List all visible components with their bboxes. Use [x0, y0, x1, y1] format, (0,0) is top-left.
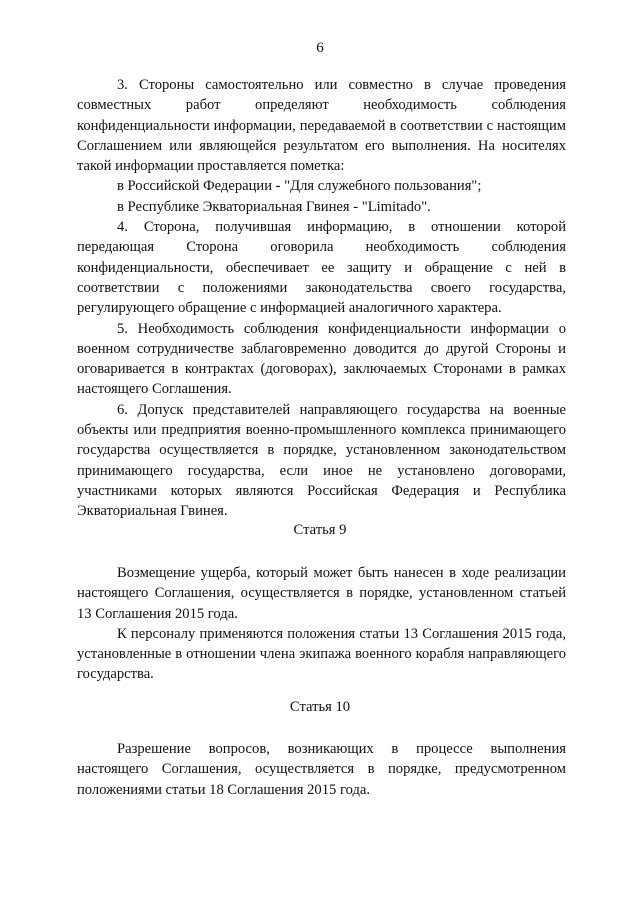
article-9-paragraph-2: К персоналу применяются положения статьи 13 Соглашения 2015 года, установленные в отношении члена экипажа военного корабля направляющего государства. [77, 625, 566, 683]
article-9-paragraph-1: Возмещение ущерба, который может быть нанесен в ходе реализации настоящего Соглашения, осуществляется в порядке, установленном статьей 13 Соглашения 2015 года. [77, 565, 566, 622]
article-10-body [77, 739, 566, 800]
clause-5-paragraph: 5. Необходимость соблюдения конфиденциальности информации о военном сотрудничестве заблаговременно доводится до другой Стороны и оговаривается в контрактах (договорах), заключаемых Сторонами в рамках настоящего Соглашения. [77, 320, 566, 398]
clause-6-paragraph: 6. Допуск представителей направляющего государства на военные объекты или предприятия военно-промышленного комплекса принимающего государства осуществляется в порядке, установленном законодательством принимающего государства, если иное не установлено договорами, участниками которых являются Российская Федерация и Республика Экваториальная Гвинея. [77, 401, 566, 520]
clause-3-paragraph: 3. Стороны самостоятельно или совместно в случае проведения совместных работ определяют необходимость соблюдения конфиденциальности информации, передаваемой в соответствии с настоящим Соглашением или являющейся результатом его выполнения. На носителях такой информации проставляется пометка: [77, 77, 566, 175]
clause-4-paragraph: 4. Сторона, получившая информацию, в отношении которой передающая Сторона оговорила необходимость соблюдения конфиденциальности, обеспечивает ее защиту и обращение с ней в соответствии с положениями законодательства своего государства, регулирующего обращение с информацией аналогичного характера. [77, 219, 566, 317]
article-10-paragraph-1: Разрешение вопросов, возникающих в процессе выполнения настоящего Соглашения, осуществляется в порядке, предусмотренном положениями статьи 18 Соглашения 2015 года. [77, 741, 566, 798]
article-9-body [77, 563, 566, 685]
page-number: 6 [316, 40, 324, 56]
marking-equatorial-guinea-paragraph: в Республике Экваториальная Гвинея - "Limitado". [117, 198, 431, 215]
confidentiality-clauses [77, 75, 566, 522]
article-10-heading: Статья 10 [289, 699, 351, 715]
marking-russia-paragraph: в Российской Федерации - "Для служебного пользования"; [117, 178, 482, 195]
article-9-heading: Статья 9 [293, 522, 347, 538]
